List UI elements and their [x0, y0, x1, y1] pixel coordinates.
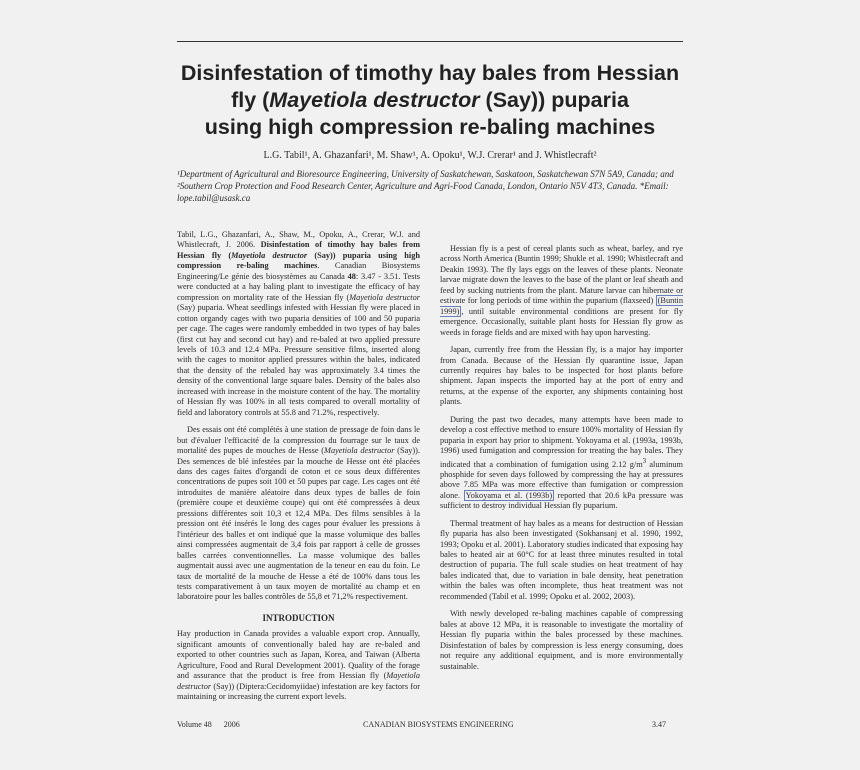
abstract-text-b: (Say) puparia. Wheat seedlings infested with Hessian fly were placed in cotton organdy cages with two puparia densities of 100 and 50 puparia per cage. The cages were randomly embedded in two types of hay bales (first cut hay and second cut hay) and re-baled at two applied pressure levels of 10.3 and 12.4 MPa. Pressure sensitive films, inserted along with the cages to monitor applied pressures within the bales, indicated that the density of the rebaled hay was approximately 3.4 times the density of the conventional large square bales. Density of the bales also increased with increase in the moisture content of the hay. The mortality of Hessian fly was 100% in all tests compared to overall mortality of field and laboratory controls at 55.8 and 71.2%, respectively. [177, 303, 420, 417]
p3-text-a: During the past two decades, many attempts have been made to develop a cost effective method to ensure 100% mortality of Hessian fly puparia in export hay prior to shipment. Yokoyama et al. (1993a, 1993b, 1996) used fumigation and compression for treating the hay bales. They indicated that a combination of fumigation using 2.12 g/m [440, 414, 683, 469]
body-paragraph-2: Japan, currently free from the Hessian fly, is a major hay importer from Canada. Because of the Hessian fly quarantine issue, Japan currently requires hay bales to be inspected for host plants before shipment. Japan inspects the imported hay at the port of entry and returns, at the expense of the exporter, any shipments containing host plants. [440, 345, 683, 407]
body-paragraph-1 [440, 244, 683, 338]
p1-text-b: , until suitable environmental conditions are present for fly emergence. Occasionally, suitable plant hosts for Hessian fly grow as weeds in forage fields and are mixed with hay upon harvesting. [440, 306, 683, 337]
body-paragraph-3 [440, 415, 683, 512]
citation-authors: Tabil, L.G., Ghazanfari, A., Shaw, M., Opoku, A., Crerar, W.J. and Whistlecraft, J. 2006. [177, 230, 420, 250]
abstract-species: Mayetiola destructor [349, 292, 420, 302]
citation-link-buntin[interactable]: (Buntin 1999) [440, 296, 683, 316]
citation-title-a: Disinfestation of timothy hay bales from Hessian fly ( [177, 240, 420, 260]
resume-text-a: Des essais ont été complétés à une station de pressage de foin dans le but d'évaluer l'efficacité de la compression du fourrage sur le taux de mortalité des pupes de mouches de Hesse ( [177, 425, 420, 456]
title-line-3: using high compression re-baling machines [204, 115, 656, 139]
p3-superscript: 3 [642, 457, 647, 465]
introduction-paragraph-1 [177, 629, 420, 702]
abstract-french [177, 425, 420, 603]
left-column [177, 230, 420, 709]
body-paragraph-4: Thermal treatment of hay bales as a means for destruction of Hessian fly puparia has also been investigated (Sokhansanj et al. 1990, 1992, 1993; Opoku et al. 2001). Laboratory studies indicated that exposing hay bales to heated air at 60°C for at least three minutes resulted in total destruction of puparia. The full scale studies on heat treatment of hay bales indicated that, due to variation in bale density, heat penetration within the bales was often incomplete, thus heat treatment was not recommended (Tabil et al. 1999; Opoku et al. 2002, 2003). [440, 518, 683, 601]
citation-pages: : 3.47 - 3.51. [355, 271, 404, 281]
resume-text-b: (Say)). Des semences de blé infestées par la mouche de Hesse ont été placées dans des cages faites d'organdi de coton et ce sous deux différentes concentrations de pupes soit 100 et 50 pupes par cage. Les cages ont été introduites de manière aléatoire dans deux types de balles de foin (première coupe et deuxième coupe) qui ont été compressées à deux pressions différentes soit 10,3 et 12,4 MPa. Des films sensibles à la pression ont été insérés le long des cages pour évaluer les pressions à l'intérieur des balles et ont indiqué que la masse volumique des balles ainsi compressées augmentait de 3,4 fois par rapport à celle de grosses balles carrées conventionnelles. La masse volumique des balles augmentait aussi avec une augmentation de la teneur en eau du foin. Le taux de mortalité de la mouche de Hesse a été de 100% dans tous les tests comparativement à un taux moyen de mortalité au champ et en laboratoire pour les balles contrôles de 55,8 et 71,2% respectivement. [177, 446, 420, 602]
abstract-english [177, 230, 420, 418]
body-paragraph-5: With newly developed re-baling machines capable of compressing bales at above 12 MPa, it is reasonable to investigate the mortality of Hessian fly puparia within the bales processed by these machines. Disinfestation of bales by compression is less energy consuming, does not require any additional equipment, and is more environmentally sustainable. [440, 609, 683, 671]
abstract-text-a: Tests were conducted at a hay baling plant to investigate the efficacy of hay compression on mortality rate of the Hessian fly ( [177, 271, 420, 302]
footer-page-number: 3.47 [652, 720, 666, 729]
title-species-name: Mayetiola destructor [269, 88, 480, 112]
intro-text-a: Hay production in Canada provides a valuable export crop. Annually, significant amounts of conventionally baled hay are re-baled and exported to other countries such as Japan, Korea, and Taiwan (Alberta Agriculture, Food and Rural Development 2001). Quality of the forage and assurance that the product is free from Hessian fly ( [177, 629, 420, 681]
title-line-2-pre: fly ( [231, 88, 270, 112]
paper-title [160, 60, 700, 141]
citation-volume: 48 [347, 271, 356, 281]
footer-volume: Volume 48 2006 [177, 720, 240, 729]
introduction-heading: INTRODUCTION [262, 612, 335, 623]
intro-species: Mayetiola destructor [177, 671, 420, 691]
p3-text-c: reported that 20.6 kPa pressure was sufficient to destroy individual Hessian fly puparium. [440, 490, 683, 511]
citation-link-yokoyama[interactable]: Yokoyama et al. (1993b) [465, 490, 553, 500]
citation-species: Mayetiola destructor [231, 250, 308, 260]
right-column [440, 244, 683, 679]
top-rule [177, 41, 683, 42]
affiliation: ¹Department of Agricultural and Bioresource Engineering, University of Saskatchewan, Saskatoon, Saskatchewan S7N 5A9, Canada; and ²Southern Crop Protection and Food Research Center, Agriculture and Agri-Food Canada, London, Ontario N5V 4T3, Canada. *Email: lope.tabil@usask.ca [177, 169, 674, 203]
resume-species: Mayetiola destructor [324, 446, 395, 456]
citation-journal: . Canadian Biosystems Engineering/Le génie des biosystèmes au Canada [177, 261, 420, 281]
footer-journal: CANADIAN BIOSYSTEMS ENGINEERING [363, 720, 514, 729]
title-line-2-post: (Say)) puparia [479, 88, 629, 112]
author-list: L.G. Tabil¹, A. Ghazanfari¹, M. Shaw¹, A. Opoku¹, W.J. Crerar¹ and J. Whistlecraft² [263, 150, 597, 161]
p1-text-a: Hessian fly is a pest of cereal plants such as wheat, barley, and rye across North America (Buntin 1999; Shukle et al. 1990; Whistlecraft and Deakin 1993). The fly lays eggs on the leaves of these plants. Neonate larvae migrate down the leaves to the base of the plant or leaf sheath and feed by sucking nutrients from the plant. Mature larvae can hibernate or estivate for long periods of time within the puparium (flaxseed) [440, 244, 683, 306]
intro-text-b: (Say)) (Diptera:Cecidomyiidae) infestation are key factors for maintaining or increasing the current export levels. [177, 681, 420, 702]
citation-title-b: (Say)) puparia using high compression re-baling machines [177, 250, 420, 271]
p3-text-b: aluminum phosphide for seven days followed by compressing the hay at pressures above 7.85 MPa was more effective than fumigation or compression alone. [440, 459, 683, 500]
title-line-1: Disinfestation of timothy hay bales from Hessian [180, 61, 680, 85]
